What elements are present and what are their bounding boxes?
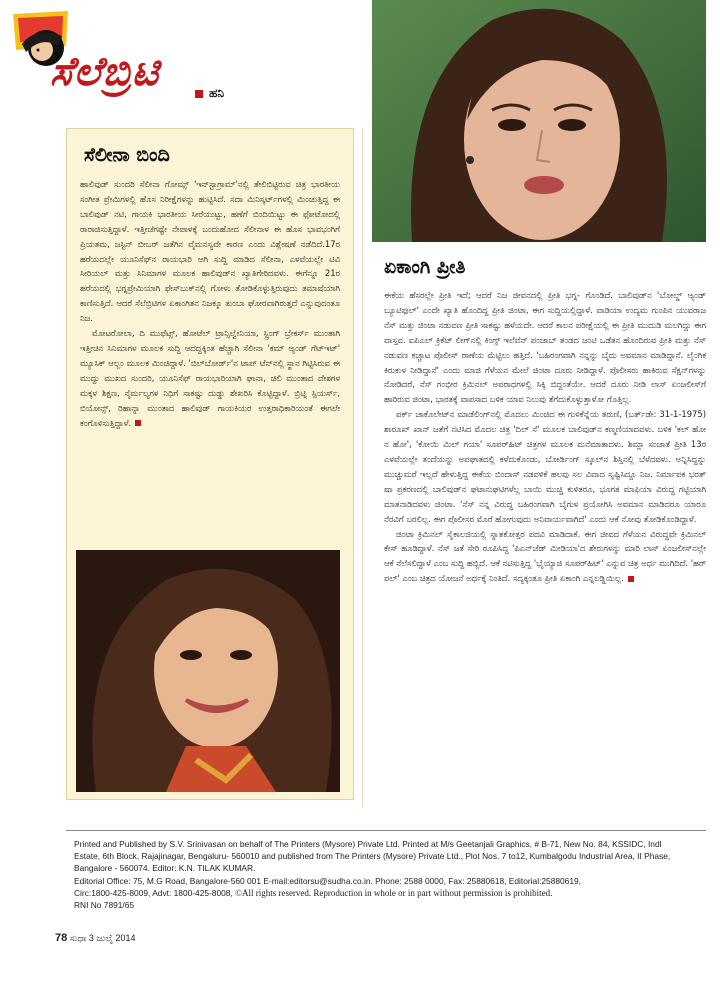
paragraph: ಹಾಲಿವುಡ್ ಸುಂದರಿ ಸೆಲೀನಾ ಗೋಮ್ಸ್ 'ಇನ್‌ಸ್ಟಾಗ್ರಾಮ್'ನಲ್ಲಿ ತೇಲಿಬಿಟ್ಟಿರುವ ಚಿತ್ರ ಭಾರತೀಯ ಸಂಗೀತ ಪ್ರೇಮಿಗಳಲ್ಲಿ ಹೊಸ ನಿರೀಕ್ಷೆಗಳನ್ನು ಹುಟ್ಟಿಸಿದೆ. ಸದಾ ಮಿನಿಸ್ಕರ್ಟ್‌ಗಳಲ್ಲಿ ಮಿಂಚುತ್ತಿದ್ದ ಈ ಬಾಲಿವುಡ್ ನಟಿ, ಗಾಯಕಿ ಭಾರತೀಯ ಸೀರೆಯುಟ್ಟು, ಹಣೆಗೆ ಬಿಂದಿಯಿಟ್ಟು ಈ ಫೋಟೋದಲ್ಲಿ ರಾರಾಜಿಸುತ್ತಿದ್ದಾಳೆ. ಇತ್ತೀಚೆಗಷ್ಟೇ ನೇಪಾಳಕ್ಕೆ ಬಂದುಹೋದ ಸೆಲೀನಾಳ ಈ ಹೊಸ ಭಾವಭಂಗಿಗೆ ಪ್ರಿಯತಮ, ಜಸ್ಟಿನ್ ಬೀಬರ್ ಜತೆಗಿನ ವೈಮನಸ್ಯವೇ ಕಾರಣ ಎಂದು ವಿಶ್ಲೇಷಣೆ ನಡೆದಿದೆ.17ರ ಹರೆಯದಲ್ಲೇ ಯೂನಿಸೆಫ್‌ನ ರಾಯಭಾರಿ ಆಗಿ ಸುದ್ದಿ ಮಾಡಿದ ಸೆಲೀನಾ, ಎಳವೆಯಲ್ಲೇ ಟಿವಿ ಸೀರಿಯಲ್ ಮತ್ತು ಸಿನಿಮಾಗಳ ಮೂಲಕ ಹಾಲಿವುಡ್‌ನ ಖ್ಯಾತಿಗೇರಿದವಳು. ಈಗೆನ್ನೂ 21ರ ಹರೆಯದಲ್ಲಿ ಭಗ್ನಪ್ರೇಮಿಯಾಗಿ ಫೇಸ್‌ಬುಕ್‌ನಲ್ಲಿ ಗೋಳು ತೋಡಿಕೊಳ್ಳುತ್ತಿರುವುದು ತಮಾಷೆಯಾಗಿ ಕಾಣಿಸುತ್ತಿದೆ. ಆದರೆ ಸೆಲೆಬ್ರಿಟಿಗಳ ಏಕಾಂಗಿತನ ನಿಜಕ್ಕೂ ತುಂಬಾ ಘೋರವಾಗಿರುತ್ತದೆ ಎನ್ನುವುದಂತೂ ನಿಜ. (80, 179, 340, 324)
paragraph: ಪರ್ಕ್ ಚಾಕೊಲೇಟ್‌ನ ಮಾಡೆಲಿಂಗ್‌ನಲ್ಲಿ ಮೊದಲು ಮಿಂಚಿದ ಈ ಗುಳಿಕೆನ್ನೆಯ ತರುಣಿ, (ಬರ್ತ್‌ಡೇ: 31-1-1975) ಶಾರೂಖ್ ಖಾನ್ ಜತೆಗೆ ನಟಿಸಿದ ಮೊದಲ ಚಿತ್ರ 'ದಿಲ್ ಸೆ' ಮೂಲಕ ಬಾಲಿವುಡ್‌ನ ಕಣ್ಮಣಿಯಾದವಳು. ಬಳಿಕ 'ಕಲ್ ಹೋ ನ ಹೋ', 'ಕೋಯಿ ಮಿಲ್ ಗಯಾ' ಸೂಪರ್‌ಹಿಟ್ ಚಿತ್ರಗಳ ಮೂಲಕ ಮನೆಮಾತಾದಳು. ಶಿಮ್ಲಾ ಸಂಜಾತೆ ಪ್ರೀತಿ 13ರ ಎಳವೆಯಲ್ಲೇ ತಂದೆಯನ್ನು ಅಪಘಾತದಲ್ಲಿ ಕಳೆದುಕೊಂಡು, ಬೋರ್ಡಿಂಗ್ ಸ್ಕೂಲ್‌ನ ಶಿಸ್ತಿನಲ್ಲಿ ಬೆಳೆದವಳು. ಅನ್ನಿಸಿದ್ದನ್ನು ಮುಚ್ಚುಮರೆ ಇಲ್ಲದೆ ಹೇಳುತ್ತಿದ್ದ ಈಕೆಯ ಬಿಂದಾಸ್ ನಡವಳಿಕೆ ಹಲವು ಸಲ ವಿವಾದ ಸೃಷ್ಟಿಸಿದ್ದೂ ನಿಜ. ನಿರ್ಮಾಪಕ ಭರತ್ ಷಾ ಪ್ರಕರಣದಲ್ಲಿ ಬಾಲಿವುಡ್‌ನ ಘಟಾನುಘಟಿಗಳೆಲ್ಲ ಬಾಯಿ ಮುಚ್ಚಿ ಕುಳಿತರೂ, ಭೂಗತ ಮಾಫಿಯಾ ವಿರುದ್ಧ ಗಟ್ಟಿಯಾಗಿ ಮಾತನಾಡಿದವಳು ಜಿಂಟಾ. 'ನೆಸ್ ನನ್ನ ವಿರುದ್ಧ ಬಹಿರಂಗವಾಗಿ ಬೈಗುಳ ಪ್ರಯೋಗಿಸಿ ಅವಮಾನ ಮಾಡಿದರೂ ಯಾರೂ ನೆರವಿಗೆ ಬರಲಿಲ್ಲ. ಈಗ ಪೊಲೀಸರ ಮೊರೆ ಹೋಗುವುದು ಅನಿವಾರ್ಯವಾಗಿದೆ' ಎಂದು ಆಕೆ ನೋವು ತೋಡಿಕೊಂಡಿದ್ದಾಳೆ. (384, 409, 706, 524)
footer-divider (66, 830, 706, 831)
left-article-body (80, 177, 340, 430)
section-title: ಸೆಲೆಬ್ರಿಟಿ (50, 48, 160, 95)
page-footer (55, 932, 136, 944)
imprint-line (74, 887, 674, 899)
paragraph-text: ಮೋಟರೋಲಾ, ದಿ ಮುಫೆಟ್ಸ್, ಹೋಟೆಲ್ ಟ್ರಾನ್ಸಿಲ್ವೇನಿಯಾ, ಸ್ಪ್ರಿಂಗ್ ಬ್ರೇಕರ್ಸ್ ಮುಂತಾಗಿ ಇತ್ತೀಚಿನ ಸಿನಿಮಾಗಳ ಮೂಲಕ ಸುದ್ದಿ ಆದದ್ದಕ್ಕಿಂತ ಹೆಚ್ಚಾಗಿ ಸೆಲೀನಾ 'ಕಮ್ ಆ್ಯಂಡ್ ಗೆಟ್‌ಇಟ್' ಮ್ಯೂಸಿಕ್ ಆಲ್ಬಂ ಮೂಲಕ ಮಿಂಚಿದ್ದಾಳೆ. 'ಬಿಲ್‌ಬೋರ್ಡ್'ನ ಟಾಪ್ ಟೆನ್‌ನಲ್ಲಿ ಸ್ಥಾನ ಗಿಟ್ಟಿಸಿರುವ ಈ ಮುದ್ದು ಮುಖದ ಸುಂದರಿ, ಯೂನಿಸೆಫ್ ರಾಯಭಾರಿಯಾಗಿ ಘಾನಾ, ಚಿಲಿ ಮುಂತಾದ ದೇಶಗಳ ಮಕ್ಕಳ ಶಿಕ್ಷಣ, ನೈರ್ಮಲ್ಯಗಳ ನಿಧಿಗೆ ಸಾಕಷ್ಟು ದುಡ್ಡು ಶೇಖರಿಸಿ ಕೊಟ್ಟಿದ್ದಾಳೆ. ಬ್ರಿಟ್ನಿ ಸ್ಪಿಯರ್ಸ್, ಬಿಯೋನ್ಸ್, ರಿಹಾನ್ನಾ ಮುಂತಾದ ಹಾಲಿವುಡ್ ಗಾಯಕಿಯರ ಉತ್ತರಾಧಿಕಾರಿಯಂತೆ ಈಗಲೇ ಕಂಗೊಳಿಸುತ್ತಿದ್ದಾಳೆ. (80, 328, 340, 428)
byline-text: ಹನಿ (209, 86, 224, 100)
end-mark-icon (628, 576, 634, 582)
paragraph-text: ಜಿಂಟಾ ಕ್ರಿಮಿನಲ್ ಸೈಕಾಲಜಿಯಲ್ಲಿ ಸ್ನಾತಕೋತ್ತರ ಪದವಿ ಮಾಡಿದಾಕೆ. ಈಗ ಜೀವದ ಗೆಳೆಯನ ವಿರುದ್ಧವೇ ಕ್ರಿಮಿನಲ್ ಕೇಸ್ ಹೂಡಿದ್ದಾಳೆ. ನೆಸ್ ಜತೆ ಸೇರಿ ರೂಪಿಸಿದ್ದ 'ಪಿಎನ್‌ಜೆಡ್ ಮೀಡಿಯಾ'ದ ಶೇರುಗಳನ್ನು ಮಾರಿ ಲಾಸ್ ಏಂಜಲೀಸ್‌ನಲ್ಲೇ ಆಕೆ ನೆಲೆಸಲಿದ್ದಾಳೆ ಎಂಬ ಸುದ್ದಿ ಹಬ್ಬಿದೆ. ಆಕೆ ನಟಿಸುತ್ತಿದ್ದ 'ಭೈಯ್ಯಾಜಿ ಸೂಪರ್‌ಹಿಟ್' ಎನ್ನುವ ಚಿತ್ರ ಅರ್ಧ ಮುಗಿದಿದೆ. 'ಹರ್ ಪಲ್' ಎಂಬ ಚಿತ್ರದ ಯೋಜನೆ ಅರ್ಧಕ್ಕೆ ನಿಂತಿದೆ. ಸದ್ಯಕ್ಕಂತೂ ಪ್ರೀತಿ ಏಕಾಂಗಿ ಎನ್ನಲಡ್ಡಿಯಿಲ್ಲ. (384, 528, 707, 584)
paragraph (384, 527, 706, 587)
left-article-title: ಸೆಲೀನಾ ಬಿಂದಿ (84, 144, 170, 166)
imprint-line: Printed and Published by S.V. Srinivasan on behalf of The Printers (Mysore) Private Ltd. Printed at M/s Geetanjali Graphics, # B-71, New No. 84, KSSIDC, Indl Estate, 6th Block, Rajajinagar, Bengaluru- 560010 and published from The Printers (Mysore) Private Ltd., Plot Nos. 7 to12, Kumbalgodu Industrial Area, II Phase, Bangalore - 560074. Editor: K.N. TILAK KUMAR. (74, 839, 671, 874)
preity-zinta-photo (372, 0, 706, 242)
page-number: 78 (55, 932, 68, 944)
end-mark-icon (135, 420, 141, 426)
paragraph: ಈಕೆಯ ಹೆಸರಲ್ಲೇ ಪ್ರೀತಿ ಇದೆ; ಆದರೆ ನಿಜ ಜೀವನದಲ್ಲಿ ಪ್ರೀತಿ ಭಗ್ನ- ಗೊಂಡಿದೆ. ಬಾಲಿವುಡ್‌ನ 'ಬೋಲ್ಡ್ ಆ್ಯಂಡ್ ಬ್ಯೂಟಿಫುಲ್' ಎಂದೇ ಖ್ಯಾತಿ ಹೊಂದಿದ್ದ ಪ್ರೀತಿ ಜಿಂಟಾ, ಈಗ ಸುದ್ದಿಯಲ್ಲಿದ್ದಾಳೆ. ವಾಡಿಯಾ ಉದ್ಯಮ ಗುಂಪಿನ ಯುವರಾಜ ನೆಸ್ ಮತ್ತು ಜಿಂಟಾ ನಡುವಣ ಪ್ರೀತಿ ಸಾಕಷ್ಟು ಹಳೆಯದೇ. ಆದರೆ ಕಾಲನ ಪರೀಕ್ಷೆಯಲ್ಲಿ ಈ ಪ್ರೀತಿ ಮುದುಡಿ ಮಲಗಿದ್ದು ಈಗ ವಾಸ್ತವ. ಐಪಿಎಲ್ ಕ್ರಿಕೆಟ್ ಲೀಗ್‌ನಲ್ಲಿ ಕಿಂಗ್ಸ್ ಇಲೆವೆನ್ ಪಂಜಾಬ್ ತಂಡದ ಜಂಟಿ ಒಡೆತನ ಹೊಂದಿರುವ ಪ್ರೀತಿ ಮತ್ತು ನೆಸ್ ನಡುವಣ ಕಚ್ಚಾಟ ಪೊಲೀಸ್ ಠಾಣೆಯ ಮೆಟ್ಟಿಲು ಹತ್ತಿದೆ. 'ಬಹಿರಂಗವಾಗಿ ನನ್ನನ್ನು ಬೈದು ಅವಮಾನ ಮಾಡಿದ್ದಾನೆ. ಲೈಂಗಿಕ ಕಿರುಕುಳ ನೀಡಿದ್ದಾನೆ' ಎಂದು ಮಾಜಿ ಗೆಳೆಯನ ಮೇಲೆ ಜಿಂಟಾ ದೂರು ನೀಡಿದ್ದಾಳೆ. ಪೊಲೀಸರು ಹಾಕಿರುವ ಸೆಕ್ಷನ್‌ಗಳನ್ನು ನೋಡಿದರೆ, ನೆಸ್ ಗಂಭೀರ ಕ್ರಿಮಿನಲ್ ಅಪರಾಧಗಳಲ್ಲಿ ಸಿಕ್ಕಿ ಬಿದ್ದಂತೆಯೇ. ಆದರೆ ದೂರು ನೀಡಿ ಲಾಸ್ ಏಂಜಲೀಸ್‌ಗೆ ಹಾರಿರುವ ಜಿಂಟಾ, ಭಾರತಕ್ಕೆ ವಾಪಸಾದ ಬಳಿಕ ಯಾವ ನಿಲುವು ತೆಗೆದುಕೊಳ್ಳುತ್ತಾಳೋ ಗೊತ್ತಿಲ್ಲ. (384, 290, 706, 405)
imprint-line: Editorial Office: 75, M.G Road, Bangalore-560 001 E-mail:editorsu@sudha.co.in. Phone: 2588 0000, Fax: 25880618, Editorial:25880619, (74, 875, 581, 886)
selena-gomez-photo (76, 550, 340, 792)
right-article-title: ಏಕಾಂಗಿ ಪ್ರೀತಿ (384, 256, 466, 278)
right-article-body (384, 288, 706, 586)
byline (195, 86, 224, 101)
rni-number: RNI No 7891/65 (74, 900, 135, 911)
paragraph (80, 326, 340, 430)
red-square-icon (195, 90, 203, 98)
rights-notice: ©All rights reserved. Reproduction in whole or in part without permission is prohibited. (235, 887, 553, 898)
column-divider (362, 128, 363, 808)
issue-info: ಸುಧಾ 3 ಜುಲೈ 2014 (69, 933, 136, 943)
imprint (74, 838, 674, 911)
contact-numbers: Circ:1800-425-8009, Advt: 1800-425-8008, (74, 887, 236, 898)
